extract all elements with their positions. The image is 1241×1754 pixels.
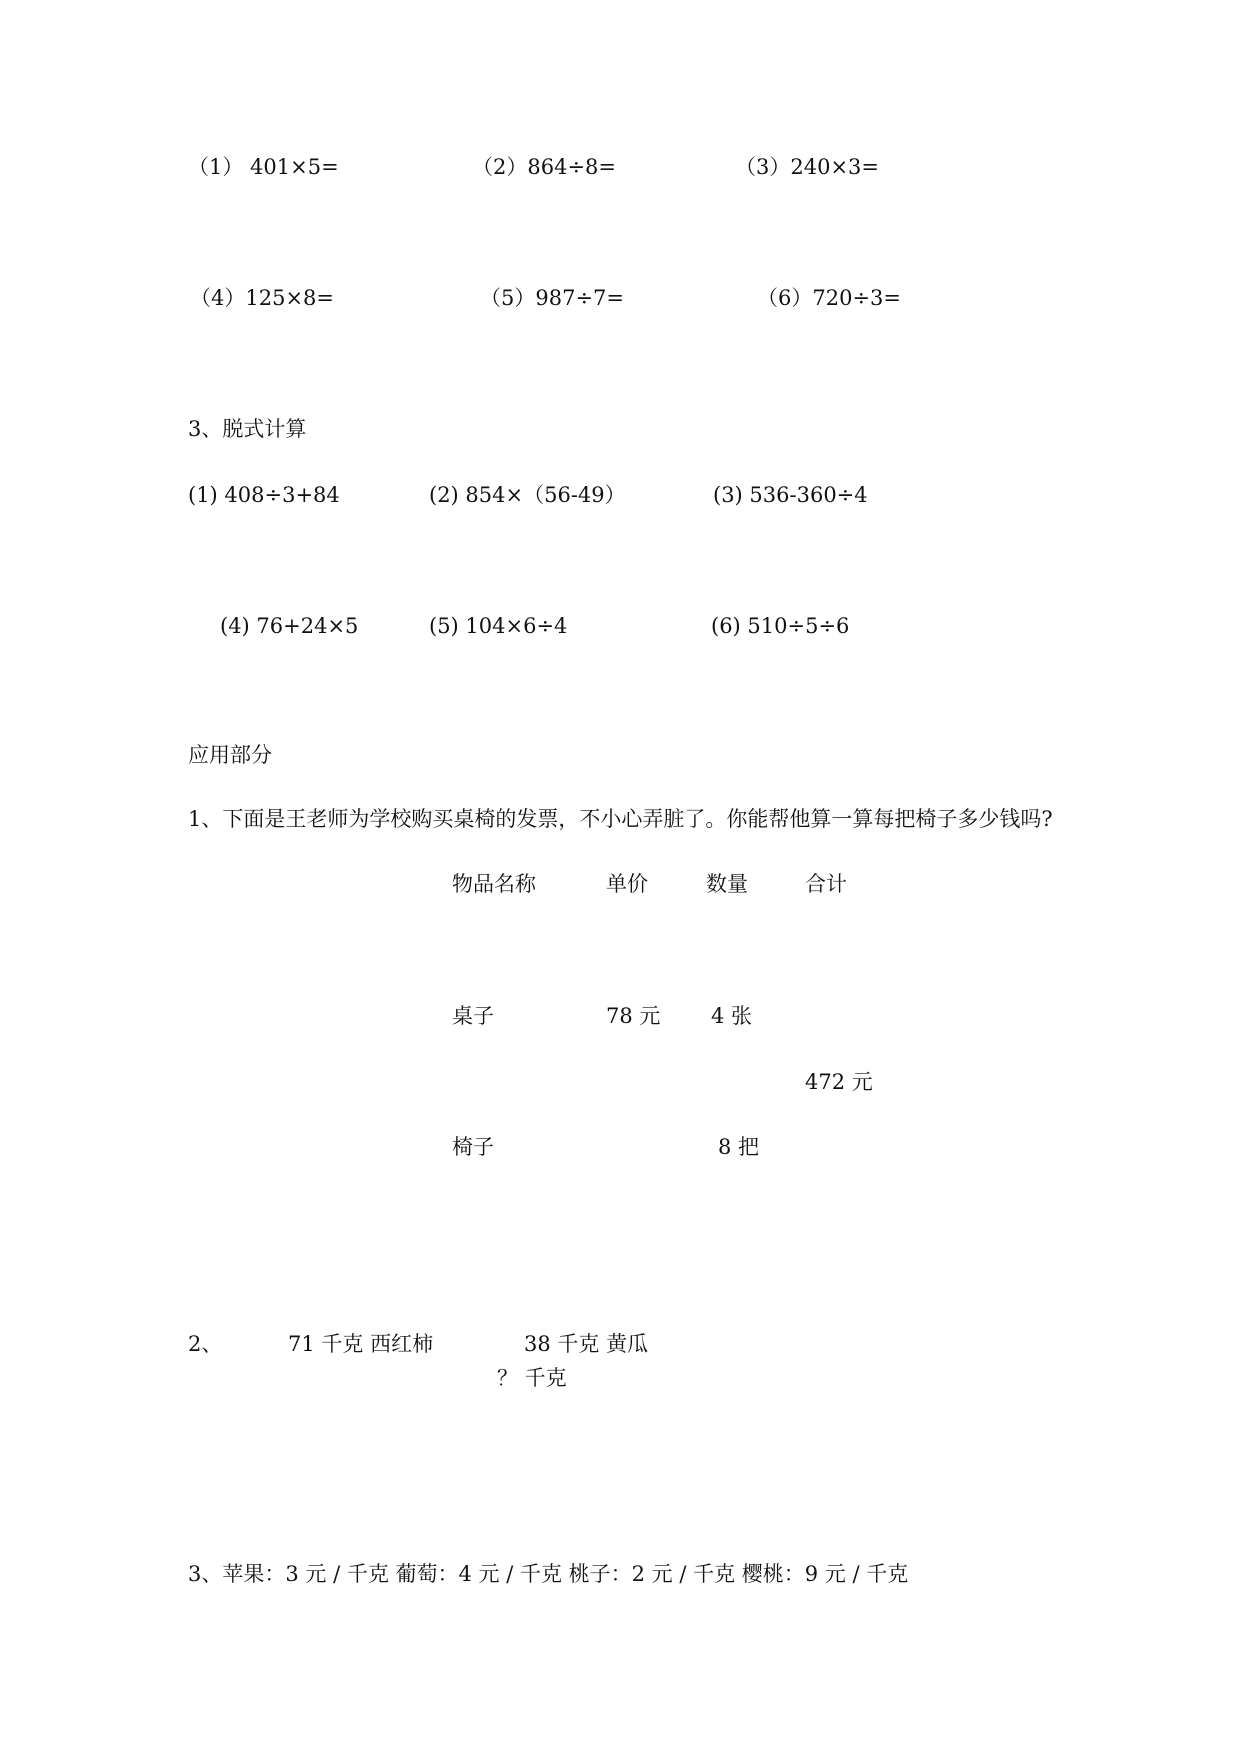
calc-item-1: (1) 408÷3+84 [188, 483, 340, 507]
invoice-total: 472 元 [805, 1070, 873, 1094]
invoice-chair-qty: 8 把 [718, 1135, 760, 1159]
calc-item-5: (5) 104×6÷4 [429, 614, 568, 638]
oral-calc-item-2: （2）864÷8= [472, 155, 616, 179]
oral-calc-item-4: （4）125×8= [190, 286, 334, 310]
oral-calc-item-6: （6）720÷3= [757, 286, 901, 310]
q2-label-unknown: ？ 千克 [497, 1366, 567, 1390]
oral-calc-item-1: （1） 401×5= [188, 155, 339, 179]
q2-label-tomato: 71 千克 西红柿 [288, 1332, 434, 1356]
invoice-header-qty: 数量 [706, 872, 748, 896]
q2-number: 2、 [188, 1332, 223, 1356]
calc-item-4: (4) 76+24×5 [220, 614, 359, 638]
application-title: 应用部分 [188, 743, 272, 767]
oral-calc-item-3: （3）240×3= [735, 155, 879, 179]
calc-item-2: (2) 854×（56-49） [429, 483, 626, 507]
invoice-desk-qty: 4 张 [711, 1004, 753, 1028]
invoice-header-name: 物品名称 [452, 872, 536, 896]
q3-text: 3、苹果：3 元 / 千克 葡萄：4 元 / 千克 桃子：2 元 / 千克 樱桃：9 元 / 千克 [188, 1562, 909, 1586]
calc-item-6: (6) 510÷5÷6 [711, 614, 850, 638]
section3-title: 3、脱式计算 [188, 417, 307, 441]
invoice-header-total: 合计 [805, 872, 847, 896]
invoice-desk-price: 78 元 [606, 1004, 661, 1028]
oral-calc-item-5: （5）987÷7= [480, 286, 624, 310]
q1-text: 1、下面是王老师为学校购买桌椅的发票，不小心弄脏了。你能帮他算一算每把椅子多少钱吗? [188, 807, 1053, 831]
invoice-header-price: 单价 [606, 872, 648, 896]
q2-label-cucumber: 38 千克 黄瓜 [524, 1332, 649, 1356]
calc-item-3: (3) 536-360÷4 [713, 483, 868, 507]
invoice-desk-name: 桌子 [452, 1004, 494, 1028]
invoice-chair-name: 椅子 [452, 1135, 494, 1159]
